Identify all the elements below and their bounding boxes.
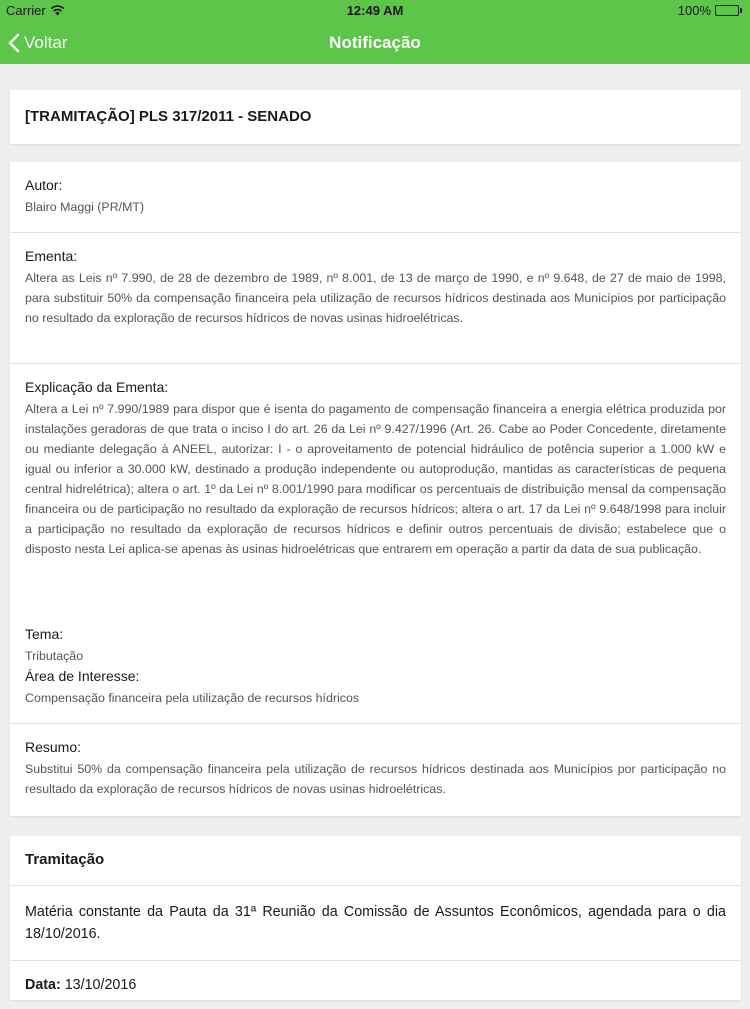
notification-title: [TRAMITAÇÃO] PLS 317/2011 - SENADO (25, 108, 312, 125)
back-label: Voltar (24, 33, 68, 52)
page-title: Notificação (329, 33, 421, 52)
battery-percent: 100% (677, 3, 711, 18)
navigation-bar (0, 22, 750, 64)
details-card (10, 162, 741, 816)
top-bar (0, 0, 750, 64)
ementa-label: Ementa: (25, 248, 78, 264)
tema-value: Tributação (25, 649, 84, 663)
tramitacao-text: Matéria constante da Pauta da 31ª Reunião da Comissão de Assuntos Econômicos, agendada para o dia 18/10/2016. (10, 886, 741, 961)
ementa-section (10, 233, 741, 364)
carrier-label: Carrier (6, 3, 46, 18)
autor-label: Autor: (25, 177, 63, 193)
area-value: Compensação financeira pela utilização de recursos hídricos (25, 691, 360, 705)
tema-section (10, 612, 741, 724)
tema-label: Tema: (25, 626, 64, 642)
resumo-label: Resumo: (25, 739, 82, 755)
tramitacao-title: Tramitação (10, 836, 741, 886)
explicacao-value: Altera a Lei nº 7.990/1989 para dispor que é isenta do pagamento de compensação financeira a energia elétrica produzida por instalações geradoras de que trata o inciso I do art. 26 da Lei nº 9.427/1996 (Art. 26. Cabe ao Poder Concedente, diretamente ou mediante delegação à ANEEL, autorizar: I - o aproveitamento de potencial hidráulico de potência superior a 1.000 kW e igual ou inferior a 30.000 kW, destinado a produção independente ou autoprodução, mantidas as características de pequena central hidrelétrica); altera o art. 1º da Lei nº 8.001/1990 para modificar os percentuais de distribuição mensal da compensação financeira ou de participação no resultado da exploração de recursos hídricos; altera o art. 17 da Lei nº 9.648/1998 para incluir a participação no resultado da exploração de recursos hídricos e definir outros percentuais de divisão; estabelece que o disposto nesta Lei aplica-se apenas às usinas hidroelétricas que entrarem em operação a partir da data de sua publicação. (25, 402, 726, 556)
chevron-left-icon (8, 33, 20, 53)
resumo-value: Substitui 50% da compensação financeira pela utilização de recursos hídricos destinada aos Municípios por participação no resultado da exploração de recursos hídricos de novas usinas hidroelétricas. (25, 762, 726, 796)
explicacao-label: Explicação da Ementa: (25, 379, 169, 395)
notification-header-card (10, 90, 741, 144)
tramitacao-date (10, 961, 741, 1009)
resumo-section (10, 724, 741, 814)
status-time: 12:49 AM (346, 3, 404, 18)
tramitacao-card (10, 836, 741, 1000)
status-bar (0, 0, 750, 22)
explicacao-section (10, 364, 741, 612)
back-button[interactable] (8, 29, 67, 57)
date-value: 13/10/2016 (64, 977, 137, 993)
date-label: Data: (25, 977, 61, 993)
battery-icon (715, 5, 742, 16)
status-battery (678, 3, 742, 18)
area-label: Área de Interesse: (25, 668, 140, 684)
autor-value: Blairo Maggi (PR/MT) (25, 200, 145, 214)
autor-section (10, 162, 741, 233)
ementa-value: Altera as Leis nº 7.990, de 28 de dezembro de 1989, nº 8.001, de 13 de março de 1990, e nº 9.648, de 27 de maio de 1998, para substituir 50% da compensação financeira pela utilização de recursos hídricos destinada aos Municípios por participação no resultado da exploração de recursos hídricos de novas usinas hidroelétricas. (25, 271, 726, 325)
